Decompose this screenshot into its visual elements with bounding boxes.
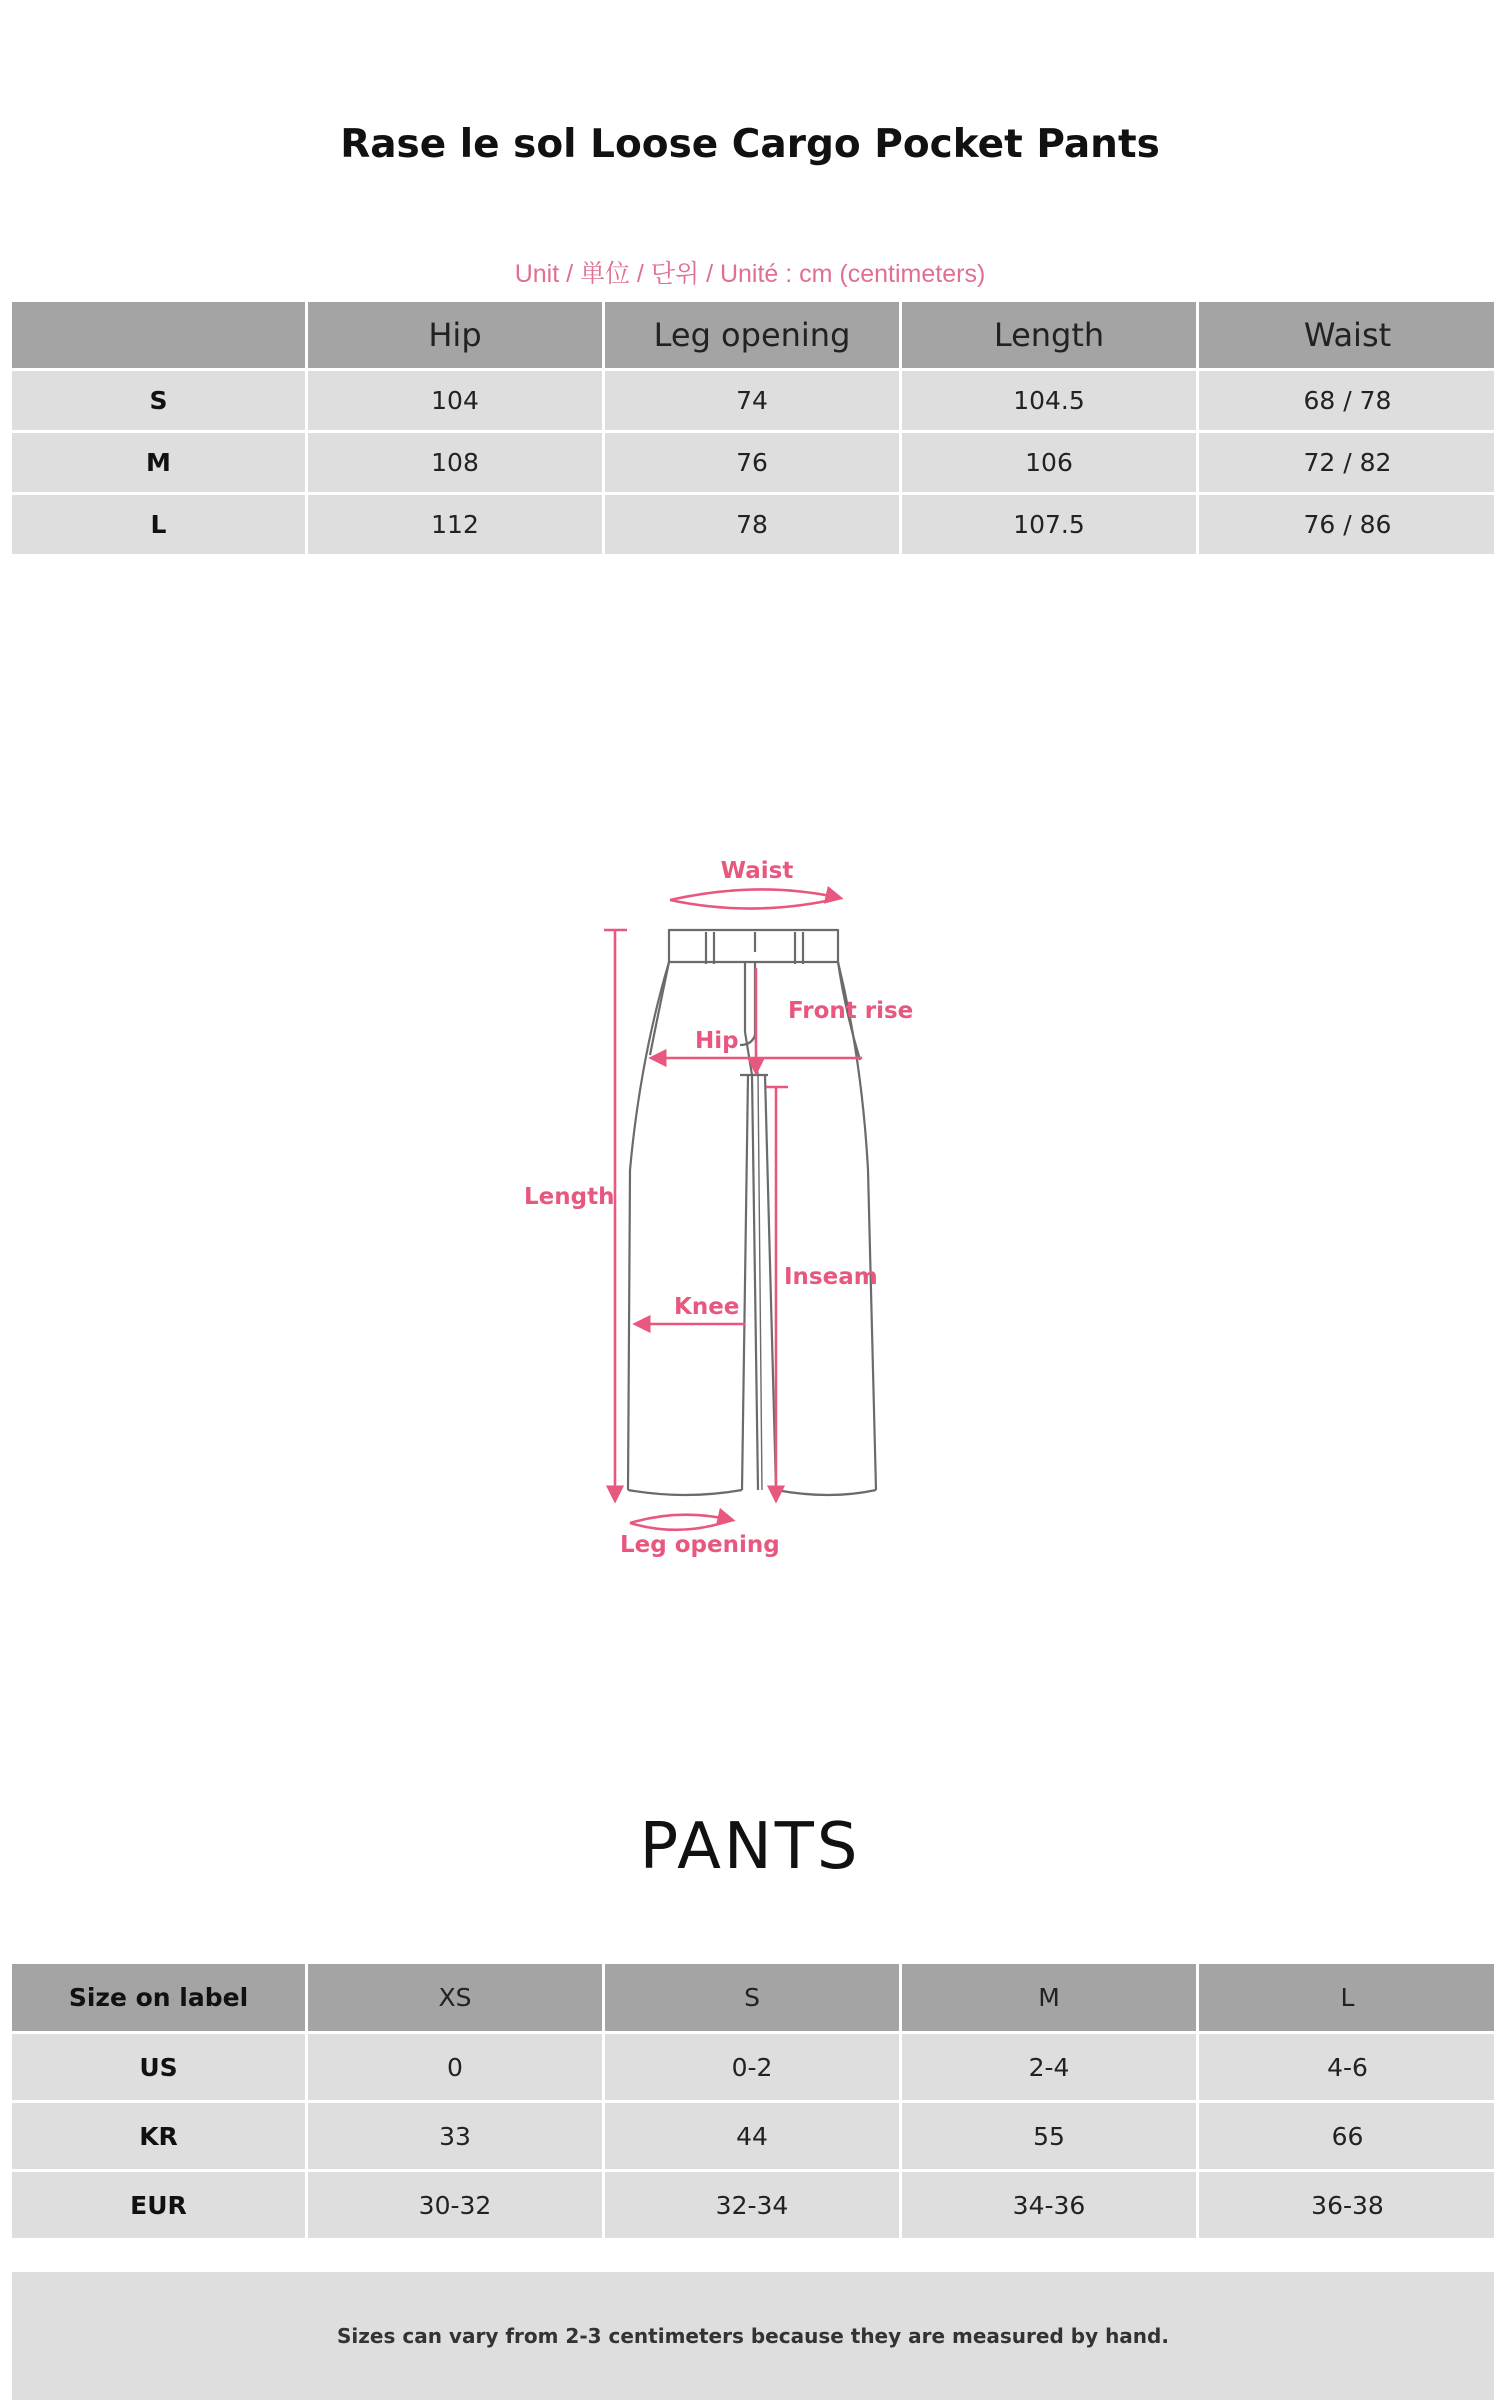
- row-label: EUR: [12, 2172, 308, 2238]
- row-label: L: [12, 495, 308, 554]
- waist-label: Waist: [720, 858, 794, 884]
- header-cell: [12, 302, 308, 368]
- header-cell-size-on-label: Size on label: [12, 1964, 308, 2031]
- table-cell: 76 / 86: [1303, 510, 1392, 539]
- table-cell: 30-32: [308, 2172, 605, 2238]
- table-cell: 104: [308, 371, 605, 430]
- pants-measurement-diagram: [500, 840, 1000, 1580]
- table-cell: 112: [308, 495, 605, 554]
- row-label: KR: [12, 2103, 308, 2169]
- table-row: [12, 433, 1494, 492]
- table-cell: 78: [605, 495, 902, 554]
- table-row: [12, 371, 1494, 430]
- table-row: [12, 2172, 1494, 2238]
- table-cell: 2-4: [902, 2034, 1199, 2100]
- table-cell: 44: [605, 2103, 902, 2169]
- header-cell-hip: Hip: [308, 302, 605, 368]
- table-row: [12, 495, 1494, 554]
- header-cell-waist: Waist: [1303, 316, 1392, 354]
- table-header-row: [12, 302, 1494, 368]
- knee-label: Knee: [674, 1294, 740, 1320]
- header-cell-leg-opening: Leg opening: [605, 302, 902, 368]
- header-cell: S: [605, 1964, 902, 2031]
- table-cell: 36-38: [1311, 2190, 1384, 2220]
- table-cell: 68 / 78: [1303, 386, 1392, 415]
- header-cell: XS: [308, 1964, 605, 2031]
- hip-label: Hip: [695, 1028, 739, 1054]
- size-conversion-table: [12, 1964, 1494, 2238]
- table-cell: 76: [605, 433, 902, 492]
- size-table: [12, 302, 1494, 554]
- table-cell: 107.5: [902, 495, 1199, 554]
- table-cell: 106: [902, 433, 1199, 492]
- table-cell: 32-34: [605, 2172, 902, 2238]
- footer-note-box: [12, 2272, 1494, 2400]
- leg-opening-label: Leg opening: [620, 1532, 780, 1558]
- table-cell: 55: [902, 2103, 1199, 2169]
- table-row: [12, 2103, 1494, 2169]
- page-title: Rase le sol Loose Cargo Pocket Pants: [340, 122, 1160, 167]
- table-cell: 33: [308, 2103, 605, 2169]
- footer-note: Sizes can vary from 2-3 centimeters because they are measured by hand.: [337, 2324, 1169, 2348]
- section-heading: PANTS: [639, 1810, 861, 1884]
- header-cell-length: Length: [902, 302, 1199, 368]
- front-rise-label: Front rise: [788, 998, 914, 1024]
- table-cell: 108: [308, 433, 605, 492]
- inseam-label: Inseam: [784, 1264, 878, 1290]
- table-cell: 34-36: [902, 2172, 1199, 2238]
- header-cell: M: [902, 1964, 1199, 2031]
- table-cell: 104.5: [902, 371, 1199, 430]
- unit-note: Unit / 単位 / 단위 / Unité : cm (centimeters): [514, 260, 986, 288]
- row-label: S: [12, 371, 308, 430]
- table-cell: 0-2: [605, 2034, 902, 2100]
- table-cell: 4-6: [1327, 2052, 1368, 2082]
- table-cell: 0: [308, 2034, 605, 2100]
- table-cell: 66: [1331, 2121, 1364, 2151]
- row-label: M: [12, 433, 308, 492]
- table-header-row: [12, 1964, 1494, 2031]
- table-cell: 72 / 82: [1303, 448, 1392, 477]
- row-label: US: [12, 2034, 308, 2100]
- length-label: Length: [524, 1184, 615, 1210]
- table-cell: 74: [605, 371, 902, 430]
- header-cell: L: [1340, 1983, 1355, 2012]
- table-row: [12, 2034, 1494, 2100]
